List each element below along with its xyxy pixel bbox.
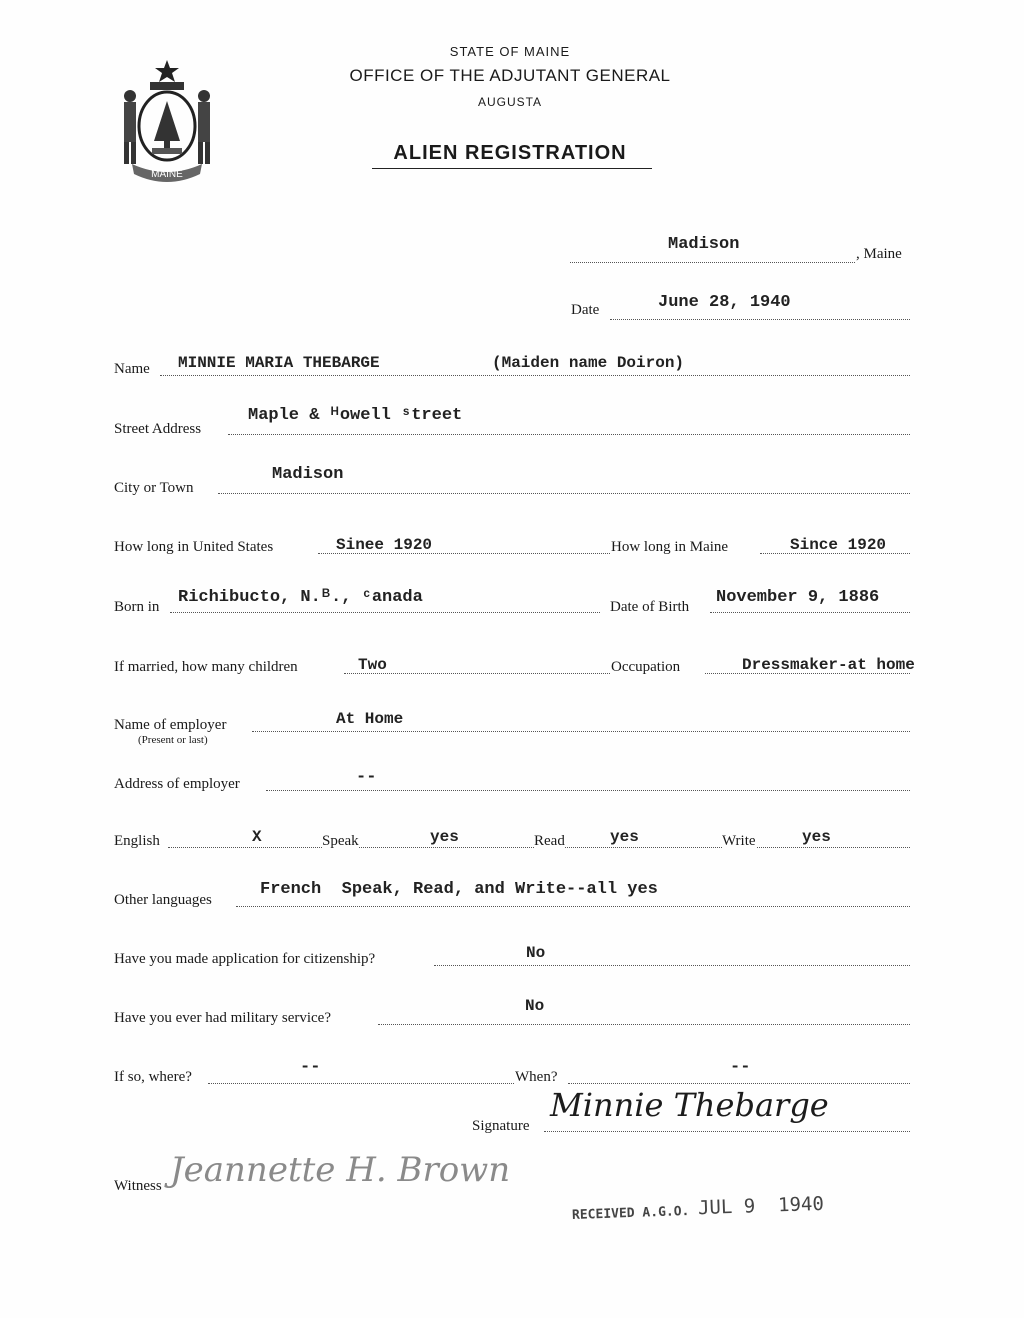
city-label: City or Town	[114, 480, 194, 496]
city-value: Madison	[272, 465, 344, 484]
employer-address-label: Address of employer	[114, 776, 240, 792]
date-label: Date	[571, 302, 600, 318]
where-value: --	[300, 1058, 321, 1077]
us-duration-value: Sinee 1920	[336, 536, 433, 554]
other-languages-value: French Speak, Read, and Write--all yes	[260, 880, 658, 899]
where-label: If so, where?	[114, 1069, 192, 1085]
maine-state-seal-icon	[112, 56, 222, 186]
signature-value: Minnie Thebarge	[550, 1086, 829, 1124]
street-line	[228, 434, 910, 435]
when-label: When?	[515, 1069, 558, 1085]
where-line	[208, 1083, 514, 1084]
name-line	[160, 375, 910, 376]
date-value: June 28, 1940	[658, 293, 791, 312]
state-seal	[112, 56, 222, 186]
maiden-name-value: (Maiden name Doiron)	[492, 354, 685, 372]
witness-label: Witness	[114, 1178, 162, 1194]
born-line	[170, 612, 600, 613]
military-value: No	[525, 997, 545, 1015]
speak-value: yes	[430, 828, 459, 846]
employer-label: Name of employer	[114, 717, 227, 733]
dob-value: November 9, 1886	[716, 588, 880, 607]
employer-line	[252, 731, 910, 732]
state-heading: STATE OF MAINE	[449, 44, 571, 59]
born-label: Born in	[114, 599, 160, 615]
children-label: If married, how many children	[114, 659, 298, 675]
english-value: X	[252, 828, 262, 846]
occupation-value: Dressmaker-at home	[742, 656, 915, 674]
citizenship-line	[434, 965, 910, 966]
date-line	[610, 319, 910, 320]
name-value: MINNIE MARIA THEBARGE	[178, 354, 380, 372]
street-label: Street Address	[114, 421, 202, 437]
military-line	[378, 1024, 910, 1025]
received-stamp-label: RECEIVED A.G.O.	[571, 1203, 690, 1224]
employer-address-line	[266, 790, 910, 791]
dob-line	[710, 612, 910, 613]
write-value: yes	[802, 828, 831, 846]
when-value: --	[730, 1058, 751, 1077]
other-languages-label: Other languages	[114, 892, 212, 908]
city-heading: AUGUSTA	[477, 95, 543, 109]
english-label: English	[114, 833, 160, 849]
place-line	[570, 262, 855, 263]
city-line	[218, 493, 910, 494]
dob-label: Date of Birth	[610, 599, 690, 615]
maine-duration-value: Since 1920	[790, 536, 887, 554]
children-value: Two	[358, 656, 387, 674]
write-label: Write	[722, 833, 756, 849]
svg-text:MAINE: MAINE	[151, 169, 183, 180]
citizenship-value: No	[526, 944, 546, 962]
occupation-label: Occupation	[611, 659, 681, 675]
witness-value: Jeannette H. Brown	[170, 1150, 511, 1190]
born-value: Richibucto, N.ᴮ., ᶜanada	[178, 588, 423, 607]
place-suffix: , Maine	[856, 246, 902, 262]
military-label: Have you ever had military service?	[114, 1010, 331, 1026]
signature-line	[544, 1131, 910, 1132]
maine-duration-label: How long in Maine	[611, 539, 729, 555]
speak-label: Speak	[322, 833, 359, 849]
signature-label: Signature	[472, 1118, 530, 1134]
employer-value: At Home	[336, 710, 404, 728]
read-label: Read	[534, 833, 565, 849]
form-title: ALIEN REGISTRATION	[393, 142, 627, 164]
employer-sub-label: (Present or last)	[138, 734, 208, 746]
place-value: Madison	[668, 235, 740, 254]
title-underline	[372, 168, 652, 169]
read-value: yes	[610, 828, 639, 846]
other-languages-line	[236, 906, 910, 907]
street-value: Maple & ᴴowell ˢtreet	[248, 406, 463, 425]
received-stamp-date: JUL 9 1940	[697, 1192, 825, 1220]
us-duration-label: How long in United States	[114, 539, 274, 555]
when-line	[568, 1083, 910, 1084]
name-label: Name	[114, 361, 150, 377]
office-heading: OFFICE OF THE ADJUTANT GENERAL	[349, 66, 671, 85]
citizenship-label: Have you made application for citizenship?	[114, 951, 376, 967]
employer-address-value: --	[356, 768, 377, 787]
